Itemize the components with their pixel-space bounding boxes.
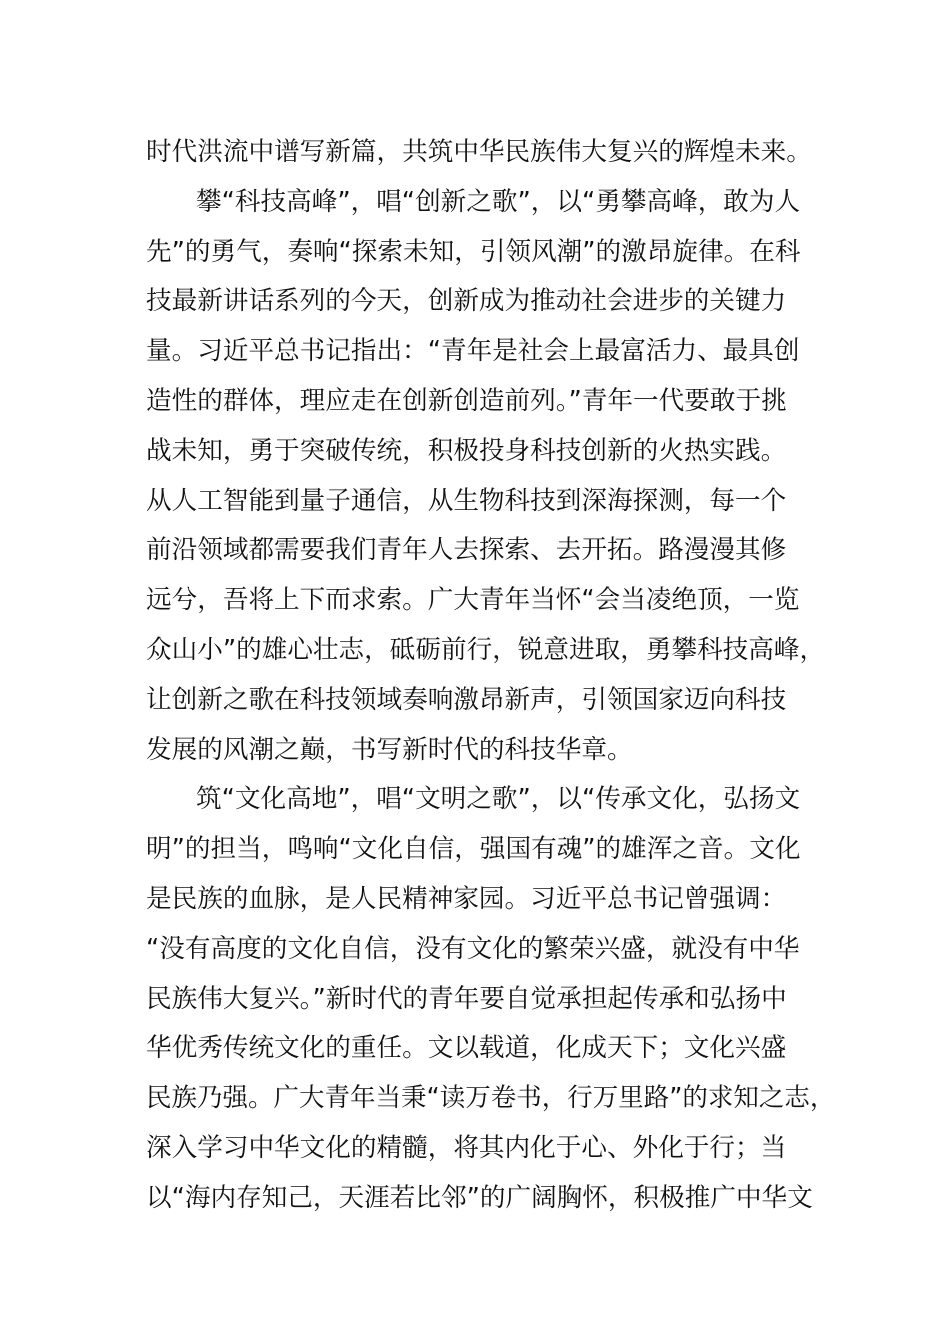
paragraph-first-line: 攀“科技高峰”，唱“创新之歌”，以“勇攀高峰，敢为人 xyxy=(196,186,801,217)
text-line: 远兮，吾将上下而求索。广大青年当怀“会当凌绝顶，一览 xyxy=(146,585,800,616)
text-line: 明”的担当，鸣响“文化自信，强国有魂”的雄浑之音。文化 xyxy=(146,834,801,865)
paragraph-first-line: 筑“文化高地”，唱“文明之歌”，以“传承文化，弘扬文 xyxy=(196,784,801,815)
text-line: 深入学习中华文化的精髓，将其内化于心、外化于行；当 xyxy=(146,1132,787,1163)
text-line: 以“海内存知己，天涯若比邻”的广阔胸怀，积极推广中华文 xyxy=(146,1182,813,1213)
text-line: 众山小”的雄心壮志，砥砺前行，锐意进取，勇攀科技高峰， xyxy=(146,634,826,665)
text-line: 从人工智能到量子通信，从生物科技到深海探测，每一个 xyxy=(146,485,787,516)
text-line: 华优秀传统文化的重任。文以载道，化成天下；文化兴盛 xyxy=(146,1033,787,1064)
text-line: 让创新之歌在科技领域奏响激昂新声，引领国家迈向科技 xyxy=(146,684,787,715)
text-line: 造性的群体，理应走在创新创造前列。”青年一代要敢于挑 xyxy=(146,385,787,416)
text-line: 民族伟大复兴。”新时代的青年要自觉承担起传承和弘扬中 xyxy=(146,983,787,1014)
body-text xyxy=(146,128,846,1224)
text-line: 是民族的血脉，是人民精神家园。习近平总书记曾强调： xyxy=(146,883,787,914)
text-line: 前沿领域都需要我们青年人去探索、去开拓。路漫漫其修 xyxy=(146,535,787,566)
text-line: 战未知，勇于突破传统，积极投身科技创新的火热实践。 xyxy=(146,435,787,466)
text-line: 民族乃强。广大青年当秉“读万卷书，行万里路”的求知之志， xyxy=(146,1083,836,1114)
text-line: 量。习近平总书记指出：“青年是社会上最富活力、最具创 xyxy=(146,336,800,367)
text-line: 先”的勇气，奏响“探索未知，引领风潮”的激昂旋律。在科 xyxy=(146,236,801,267)
text-line: “没有高度的文化自信，没有文化的繁荣兴盛，就没有中华 xyxy=(146,933,800,964)
text-line: 发展的风潮之巅，书写新时代的科技华章。 xyxy=(146,734,633,765)
text-line: 时代洪流中谱写新篇，共筑中华民族伟大复兴的辉煌未来。 xyxy=(146,137,812,167)
text-line: 技最新讲话系列的今天，创新成为推动社会进步的关键力 xyxy=(146,286,787,317)
